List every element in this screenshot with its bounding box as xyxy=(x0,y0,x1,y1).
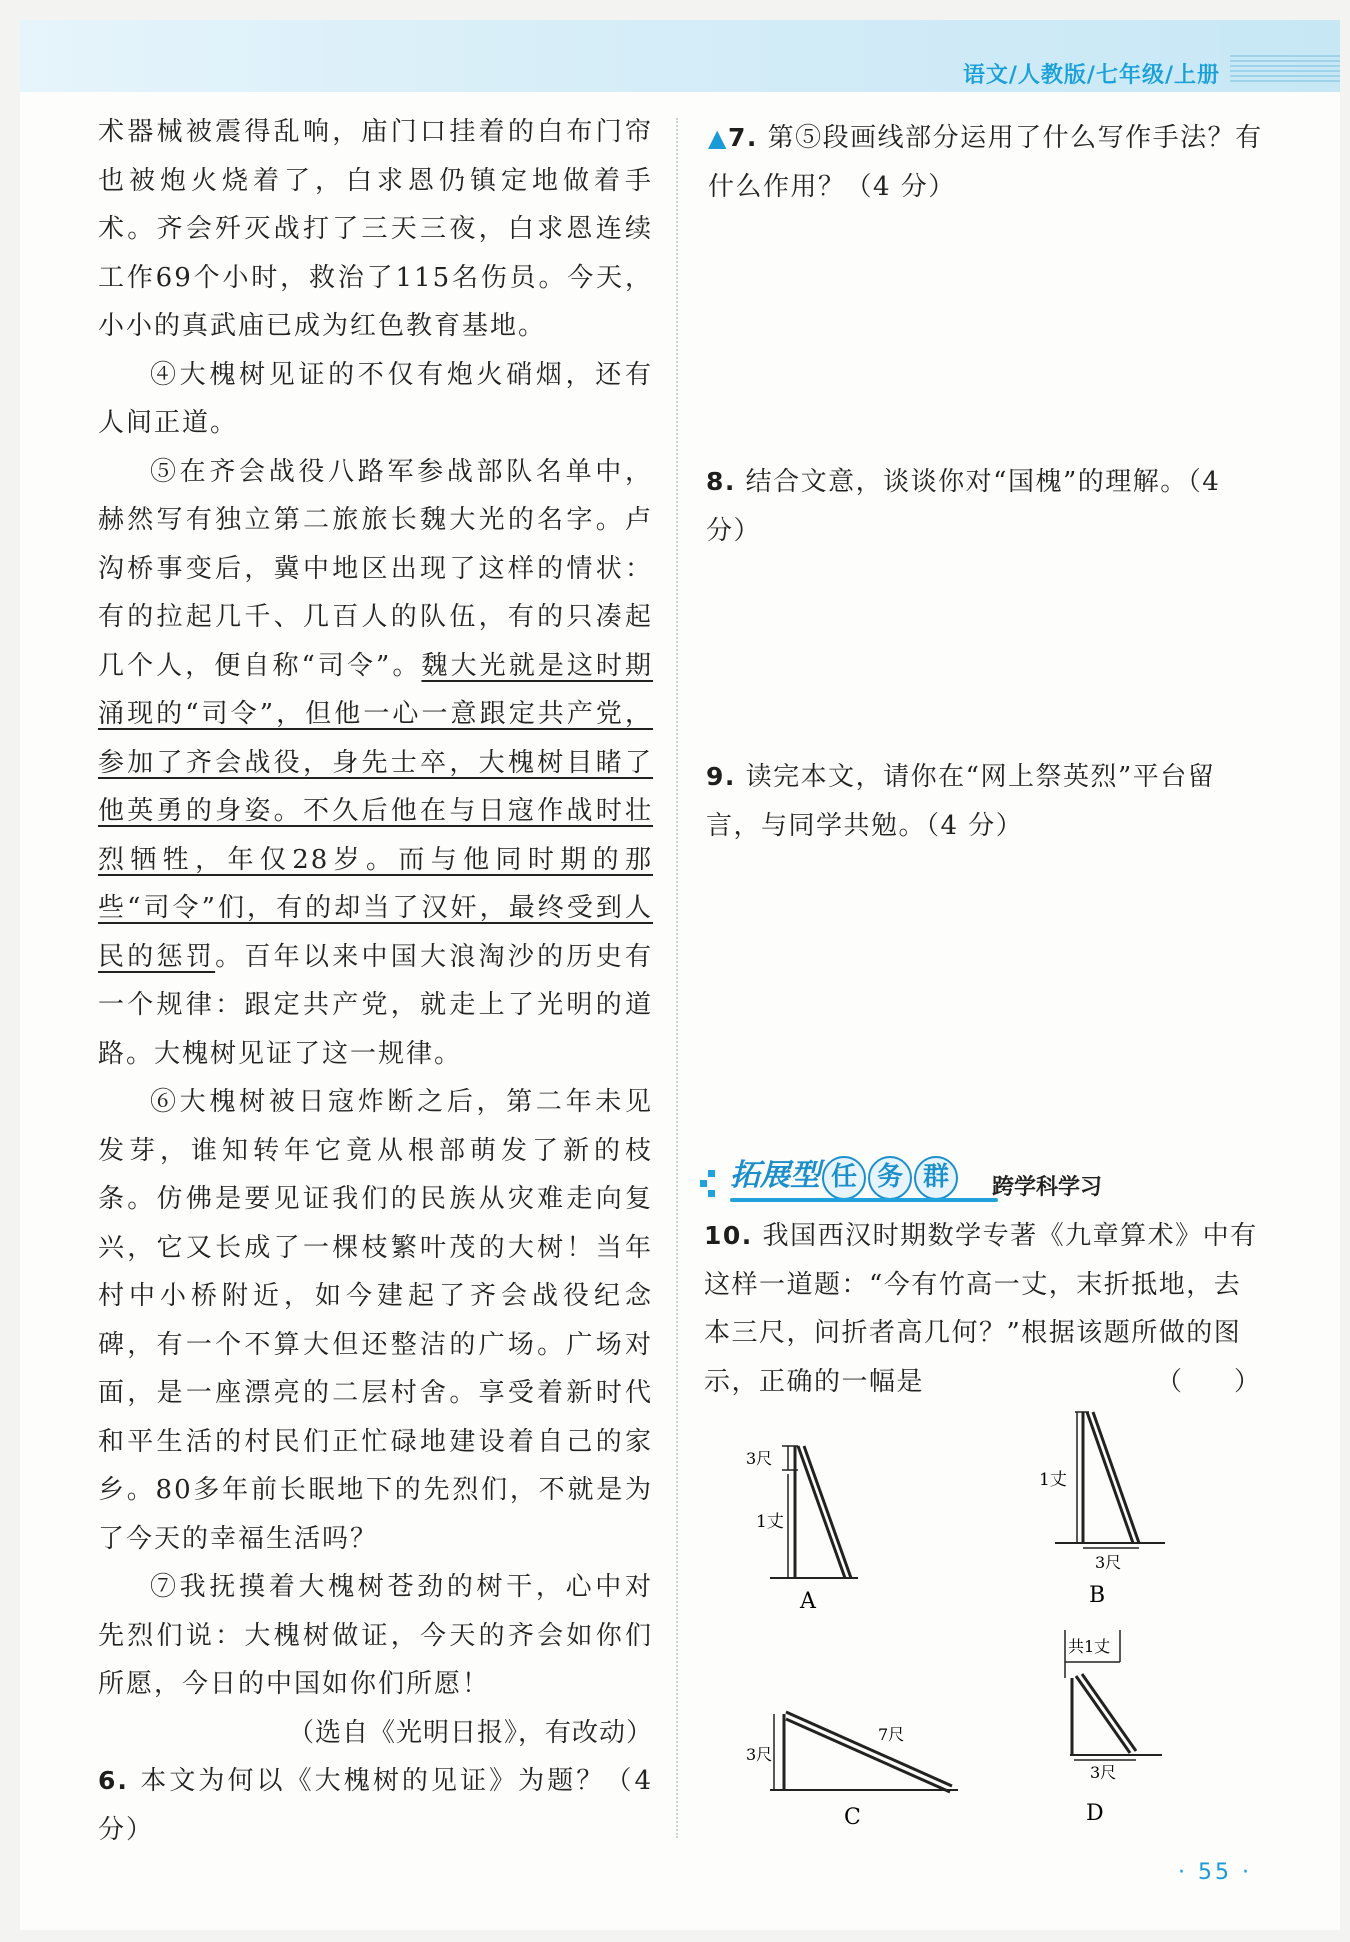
figure-a-letter: A xyxy=(800,1589,816,1614)
title-char-3: 群 xyxy=(914,1156,958,1200)
paragraph-7: ⑦我抚摸着大槐树苍劲的树干，心中对先烈们说：大槐树做证，今天的齐会如你们所愿，今日的中国如你们所愿！ xyxy=(98,1572,653,1699)
extension-task-header xyxy=(700,1148,1260,1208)
figure-d[interactable] xyxy=(1030,1628,1200,1832)
answer-parentheses[interactable]: （ ） xyxy=(1155,1366,1260,1397)
figure-a-label-side: 1丈 xyxy=(756,1512,784,1532)
figure-d-broken-top xyxy=(1076,1676,1130,1753)
figure-a-label-top: 3尺 xyxy=(746,1449,773,1468)
question-8-number: 8. xyxy=(706,467,736,496)
paragraph-3-continued: 术器械被震得乱响，庙门口挂着的白布门帘也被炮火烧着了，白求恩仍镇定地做着手术。齐会歼灭战打了三天三夜，白求恩连续工作69个小时，救治了115名伤员。今天，小小的真武庙已成为红色教育基地。 xyxy=(98,117,653,341)
question-9-number: 9. xyxy=(706,762,736,791)
title-char-1: 任 xyxy=(822,1156,866,1200)
paragraph-5 xyxy=(98,448,653,1079)
question-9-text: 读完本文，请你在“网上祭英烈”平台留言，与同学共勉。（4 分） xyxy=(706,762,1216,841)
question-8-text: 结合文意，谈谈你对“国槐”的理解。（4 分） xyxy=(706,467,1221,546)
question-10-number: 10. xyxy=(704,1221,753,1250)
figure-b-letter: B xyxy=(1089,1583,1106,1608)
question-7 xyxy=(708,114,1268,211)
figure-c-broken-top xyxy=(786,1712,952,1786)
figure-b-broken-top xyxy=(1087,1412,1133,1543)
extension-subtitle: 跨学科学习 xyxy=(992,1175,1103,1200)
figure-a[interactable] xyxy=(738,1440,888,1615)
question-9 xyxy=(706,753,1262,850)
source-citation: （选自《光明日报》，有改动） xyxy=(287,1717,653,1748)
figure-d-letter: D xyxy=(1086,1801,1104,1826)
column-divider xyxy=(676,118,678,1838)
figure-c[interactable] xyxy=(738,1700,968,1830)
question-6 xyxy=(98,1757,653,1854)
page-number: · 55 · xyxy=(1178,1860,1252,1885)
question-7-text: 第⑤段画线部分运用了什么写作手法？有什么作用？（4 分） xyxy=(708,123,1263,202)
question-7-number: 7. xyxy=(727,123,758,152)
figure-b-label-side: 1丈 xyxy=(1039,1470,1067,1490)
figure-c-letter: C xyxy=(844,1805,861,1830)
extension-title-text: 拓展型 xyxy=(730,1158,820,1193)
extension-underline xyxy=(730,1198,998,1202)
figure-b-label-bottom: 3尺 xyxy=(1095,1553,1122,1572)
question-10-text: 我国西汉时期数学专著《九章算术》中有这样一道题：“今有竹高一丈，末折抵地，去本三尺，问折者高几何？”根据该题所做的图示，正确的一幅是 xyxy=(704,1221,1258,1397)
figure-a-broken-top-edge xyxy=(804,1446,851,1578)
paragraph-5-underlined: 魏大光就是这时期涌现的“司令”，但他一心一意跟定共产党，参加了齐会战役，身先士卒，大槐树目睹了他英勇的身姿。不久后他在与日寇作战时壮烈牺牲，年仅28岁。而与他同时期的那些“司令”们，有的却当了汉奸，最终受到人民的惩罚 xyxy=(98,650,653,972)
question-6-number: 6. xyxy=(98,1766,129,1795)
paragraph-5-part-b: 。百年以来中国大浪淘沙的历史有一个规律：跟定共产党，就走上了光明的道路。大槐树见证了这一规律。 xyxy=(98,941,653,1069)
figure-c-label-side: 3尺 xyxy=(746,1745,773,1764)
decorative-dots-icon xyxy=(700,1170,716,1198)
extension-title xyxy=(730,1150,958,1200)
header-stripes xyxy=(1230,52,1340,82)
figure-c-label-top: 7尺 xyxy=(878,1725,905,1744)
figure-d-label-bottom: 3尺 xyxy=(1090,1763,1117,1782)
question-8 xyxy=(706,458,1266,555)
title-char-2: 务 xyxy=(868,1156,912,1200)
figure-d-label-top: 共1丈 xyxy=(1068,1637,1111,1656)
article-column xyxy=(98,108,653,1854)
paragraph-4: ④大槐树见证的不仅有炮火硝烟，还有人间正道。 xyxy=(98,359,653,438)
paragraph-6: ⑥大槐树被日寇炸断之后，第二年未见发芽，谁知转年它竟从根部萌发了新的枝条。仿佛是要见证我们的民族从灾难走向复兴，它又长成了一棵枝繁叶茂的大树！当年村中小桥附近，如今建起了齐会战役纪念碑，有一个不算大但还整洁的广场。广场对面，是一座漂亮的二层村舍。享受着新时代和平生活的村民们正忙碌地建设着自己的家乡。80多年前长眠地下的先烈们，不就是为了今天的幸福生活吗？ xyxy=(98,1087,653,1554)
paragraph-5-part-a: ⑤在齐会战役八路军参战部队名单中，赫然写有独立第二旅旅长魏大光的名字。卢沟桥事变后，冀中地区出现了这样的情状：有的拉起几千、几百人的队伍，有的只凑起几个人，便自称“司令”。 xyxy=(98,456,653,681)
difficulty-triangle-icon: ▲ xyxy=(708,124,728,152)
question-6-text: 本文为何以《大槐树的见证》为题？（4 分） xyxy=(98,1766,654,1845)
question-10 xyxy=(704,1212,1260,1406)
figure-b[interactable] xyxy=(1035,1408,1185,1608)
book-label: 语文/人教版/七年级/上册 xyxy=(962,63,1220,88)
figure-a-broken-top xyxy=(798,1446,845,1578)
